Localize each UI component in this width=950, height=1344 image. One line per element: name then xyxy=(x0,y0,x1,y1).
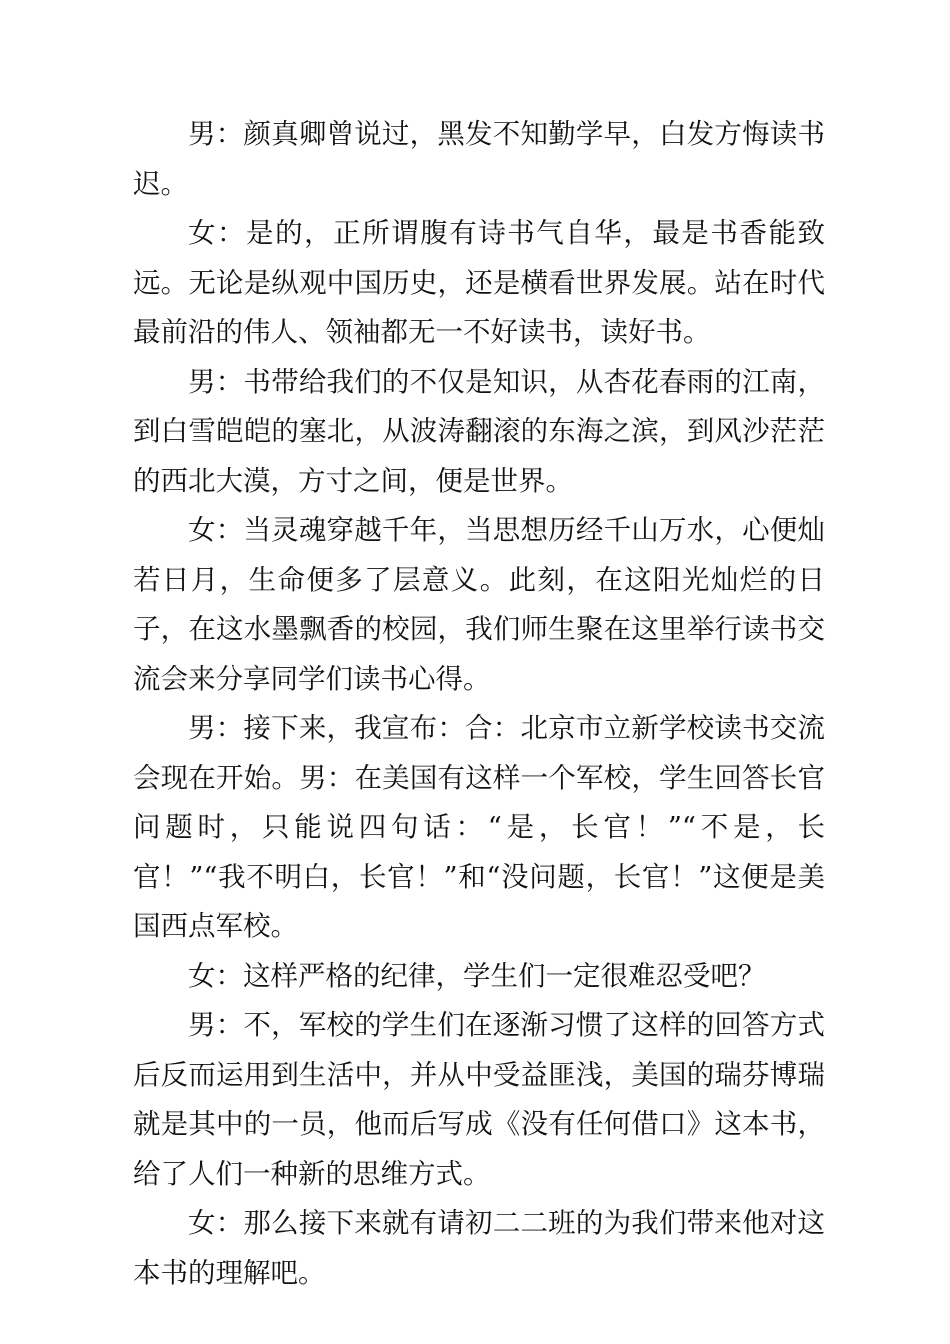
paragraph-1: 男：颜真卿曾说过，黑发不知勤学早，白发方悔读书迟。 xyxy=(133,118,825,200)
paragraph-3: 男：书带给我们的不仅是知识，从杏花春雨的江南，到白雪皑皑的塞北，从波涛翻滚的东海之滨，到风沙茫茫的西北大漠，方寸之间，便是世界。 xyxy=(133,365,825,497)
paragraph-5: 男：接下来，我宣布：合：北京市立新学校读书交流会现在开始。男：在美国有这样一个军校，学生回答长官问题时，只能说四句话：“是，长官！”“不是，长官！”“我不明白，长官！”和“没问题，长官！”这便是美国西点军校。 xyxy=(133,712,825,942)
paragraph-6: 女：这样严格的纪律，学生们一定很难忍受吧？ xyxy=(188,959,766,992)
paragraph-8: 女：那么接下来就有请初二二班的为我们带来他对这本书的理解吧。 xyxy=(133,1207,825,1289)
paragraph-4: 女：当灵魂穿越千年，当思想历经千山万水，心便灿若日月，生命便多了层意义。此刻，在这阳光灿烂的日子，在这水墨飘香的校园，我们师生聚在这里举行读书交流会来分享同学们读书心得。 xyxy=(133,514,825,695)
document-page xyxy=(133,110,825,1298)
paragraph-7: 男：不，军校的学生们在逐渐习惯了这样的回答方式后反而运用到生活中，并从中受益匪浅，美国的瑞芬博瑞就是其中的一员，他而后写成《没有任何借口》这本书，给了人们一种新的思维方式。 xyxy=(133,1009,825,1190)
paragraph-2: 女：是的，正所谓腹有诗书气自华，最是书香能致远。无论是纵观中国历史，还是横看世界发展。站在时代最前沿的伟人、领袖都无一不好读书，读好书。 xyxy=(133,217,825,348)
